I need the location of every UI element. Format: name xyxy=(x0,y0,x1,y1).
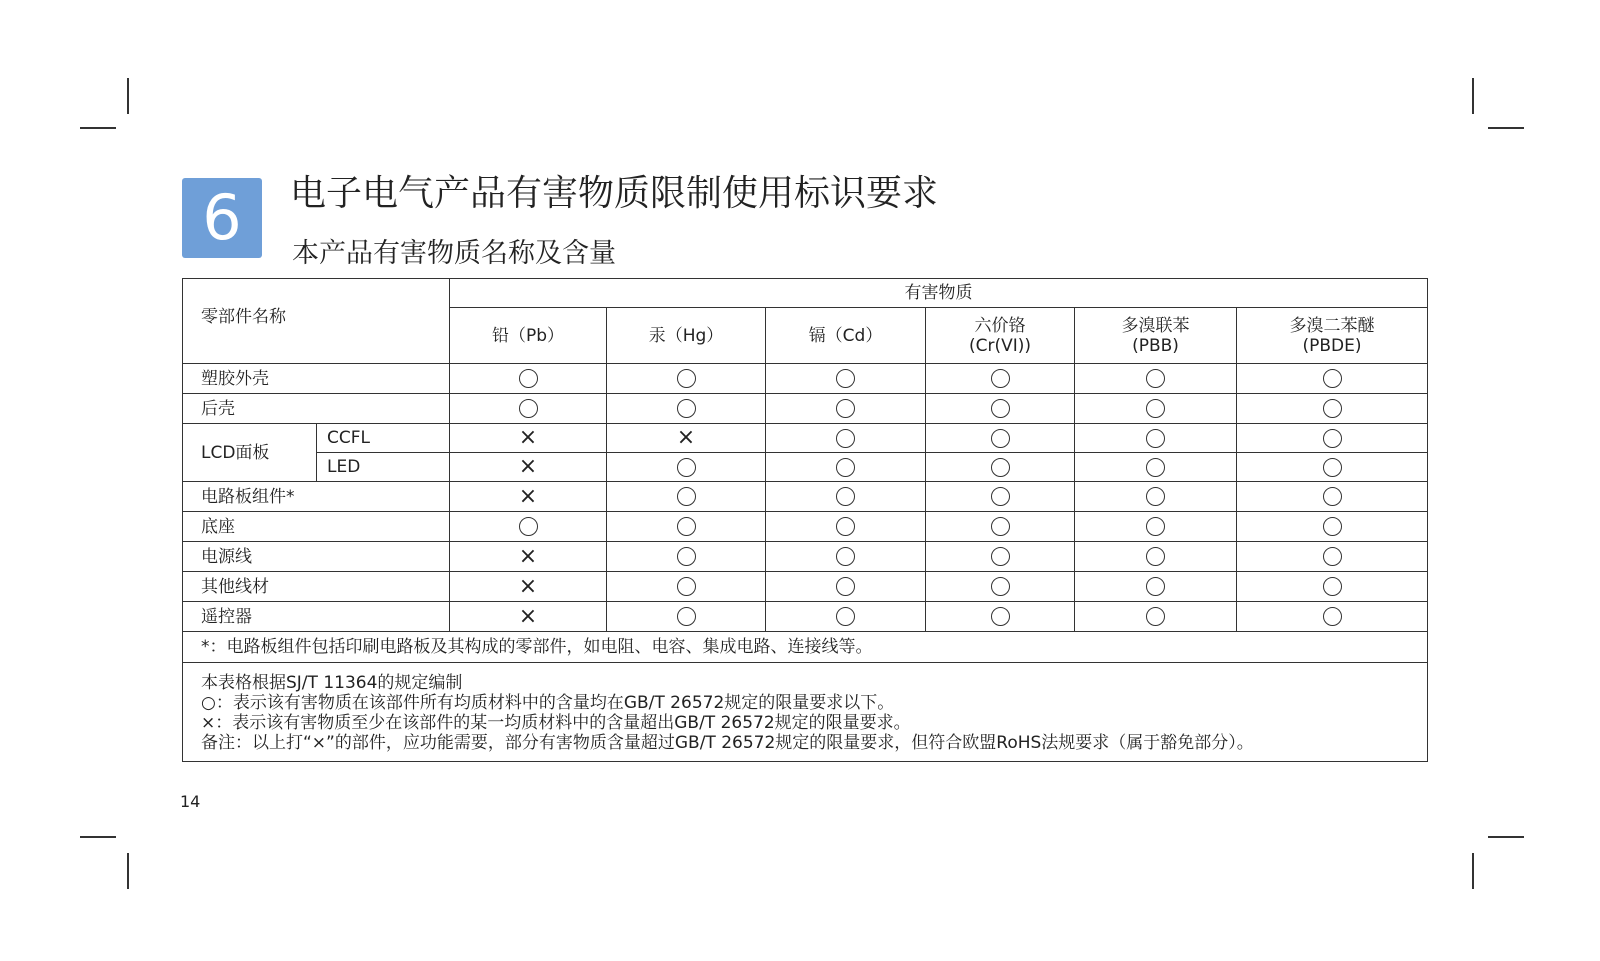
circle-mark-icon xyxy=(991,547,1010,566)
substance-mark-cell xyxy=(1237,364,1428,394)
circle-mark-icon xyxy=(677,607,696,626)
substance-mark-cell xyxy=(1075,394,1237,424)
crop-mark xyxy=(1488,836,1524,838)
table-row xyxy=(183,364,1428,394)
substance-mark-cell xyxy=(607,572,766,602)
table-row xyxy=(183,453,1428,482)
substance-mark-cell xyxy=(1237,512,1428,542)
substance-mark-cell xyxy=(766,453,926,482)
table-row xyxy=(183,572,1428,602)
circle-mark-icon xyxy=(1323,399,1342,418)
part-name: 塑胶外壳 xyxy=(183,364,450,394)
substance-mark-cell xyxy=(1237,602,1428,632)
substance-mark-cell xyxy=(766,572,926,602)
crop-mark xyxy=(80,836,116,838)
circle-mark-icon xyxy=(1323,369,1342,388)
circle-mark-icon xyxy=(1323,487,1342,506)
cross-mark-icon: × xyxy=(518,454,538,479)
circle-mark-icon xyxy=(991,517,1010,536)
hazardous-substance-table xyxy=(182,278,1428,762)
circle-mark-icon xyxy=(991,577,1010,596)
substance-mark-cell xyxy=(766,394,926,424)
substance-symbol: (PBDE) xyxy=(1302,335,1362,356)
substance-mark-cell xyxy=(926,364,1075,394)
substance-mark-cell xyxy=(1237,542,1428,572)
page-number: 14 xyxy=(180,792,201,811)
substance-mark-cell xyxy=(926,424,1075,453)
crop-mark xyxy=(1472,853,1474,889)
substance-name: 多溴联苯 xyxy=(1121,315,1190,336)
substance-name: 多溴二苯醚 xyxy=(1289,315,1375,336)
page-title: 电子电气产品有害物质限制使用标识要求 xyxy=(290,173,939,214)
crop-mark xyxy=(1472,78,1474,114)
crop-mark xyxy=(127,853,129,889)
circle-mark-icon xyxy=(991,487,1010,506)
circle-mark-icon xyxy=(677,399,696,418)
substance-mark-cell xyxy=(926,453,1075,482)
circle-mark-icon xyxy=(677,577,696,596)
footer-line: ×：表示该有害物质至少在该部件的某一均质材料中的含量超出GB/T 26572规定的限量要求。 xyxy=(201,713,911,733)
substance-mark-cell xyxy=(926,572,1075,602)
substance-mark-cell xyxy=(607,602,766,632)
part-name: LCD面板 xyxy=(183,424,317,482)
circle-mark-icon xyxy=(519,399,538,418)
table-row xyxy=(183,424,1428,453)
circle-mark-icon xyxy=(1323,429,1342,448)
substance-mark-cell xyxy=(926,542,1075,572)
circle-mark-icon xyxy=(677,369,696,388)
circle-mark-icon xyxy=(836,547,855,566)
substance-mark-cell xyxy=(926,602,1075,632)
circle-mark-icon xyxy=(1146,458,1165,477)
circle-mark-icon xyxy=(1323,517,1342,536)
table-row xyxy=(183,512,1428,542)
substance-mark-cell xyxy=(1237,482,1428,512)
substance-mark-cell xyxy=(607,364,766,394)
substance-mark-cell xyxy=(766,424,926,453)
circle-mark-icon xyxy=(1146,577,1165,596)
cross-mark-icon: × xyxy=(518,543,538,569)
substance-mark-cell xyxy=(766,602,926,632)
substance-mark-cell xyxy=(1237,572,1428,602)
circle-mark-icon xyxy=(991,369,1010,388)
substance-name: 镉（Cd） xyxy=(808,325,883,346)
substance-mark-cell xyxy=(1075,453,1237,482)
substance-mark-cell xyxy=(607,542,766,572)
crop-mark xyxy=(127,78,129,114)
substance-mark-cell xyxy=(450,512,607,542)
circle-mark-icon xyxy=(1323,577,1342,596)
circle-mark-icon xyxy=(991,607,1010,626)
circle-mark-icon xyxy=(991,429,1010,448)
circle-mark-icon xyxy=(991,399,1010,418)
substance-mark-cell xyxy=(607,512,766,542)
circle-mark-icon xyxy=(1146,547,1165,566)
circle-mark-icon xyxy=(1323,547,1342,566)
substance-mark-cell xyxy=(607,453,766,482)
substance-header xyxy=(607,308,766,364)
substance-mark-cell xyxy=(766,364,926,394)
circle-mark-icon xyxy=(1146,607,1165,626)
substance-symbol: (PBB) xyxy=(1132,335,1179,356)
substance-header xyxy=(1237,308,1428,364)
table-title: 本产品有害物质名称及含量 xyxy=(292,238,616,269)
part-name: 后壳 xyxy=(183,394,450,424)
crop-mark xyxy=(1488,127,1524,129)
substance-mark-cell xyxy=(1075,364,1237,394)
circle-mark-icon xyxy=(1146,369,1165,388)
substance-mark-cell xyxy=(926,482,1075,512)
footer-line: 备注：以上打“×”的部件，应功能需要，部分有害物质含量超过GB/T 26572规定的限量要求，但符合欧盟RoHS法规要求（属于豁免部分）。 xyxy=(201,733,1254,753)
circle-mark-icon xyxy=(677,487,696,506)
substance-header xyxy=(766,308,926,364)
section-number-badge: 6 xyxy=(182,178,262,258)
part-name: 电源线 xyxy=(183,542,450,572)
circle-mark-icon xyxy=(677,458,696,477)
substance-mark-cell xyxy=(450,482,607,512)
part-name: 电路板组件* xyxy=(183,482,450,512)
substance-name: 铅（Pb） xyxy=(491,325,565,346)
substance-mark-cell xyxy=(607,394,766,424)
substance-mark-cell xyxy=(1237,453,1428,482)
substance-mark-cell xyxy=(607,482,766,512)
substance-mark-cell xyxy=(450,424,607,453)
table-footer xyxy=(183,663,1428,762)
part-name-header: 零部件名称 xyxy=(183,279,450,364)
substance-symbol: (Cr(VI)) xyxy=(968,335,1032,356)
circle-mark-icon xyxy=(836,399,855,418)
sub-part-name: LED xyxy=(317,453,450,482)
cross-mark-icon: × xyxy=(518,483,538,509)
circle-mark-icon xyxy=(836,487,855,506)
substance-mark-cell xyxy=(926,394,1075,424)
table-row xyxy=(183,394,1428,424)
part-name: 底座 xyxy=(183,512,450,542)
circle-mark-icon xyxy=(836,369,855,388)
substance-name: 六价铬 xyxy=(974,315,1026,336)
cross-mark-icon: × xyxy=(518,603,538,629)
substance-mark-cell xyxy=(1075,512,1237,542)
substance-header xyxy=(926,308,1075,364)
substance-mark-cell xyxy=(926,512,1075,542)
part-name: 其他线材 xyxy=(183,572,450,602)
circle-mark-icon xyxy=(1323,607,1342,626)
substance-mark-cell xyxy=(1075,602,1237,632)
table-note: *：电路板组件包括印刷电路板及其构成的零部件，如电阻、电容、集成电路、连接线等。 xyxy=(183,632,1428,663)
substance-mark-cell xyxy=(450,453,607,482)
crop-mark xyxy=(80,127,116,129)
substance-mark-cell xyxy=(1075,542,1237,572)
sub-part-name: CCFL xyxy=(317,424,450,453)
cross-mark-icon: × xyxy=(518,573,538,599)
circle-mark-icon xyxy=(519,369,538,388)
substance-mark-cell xyxy=(766,542,926,572)
substance-mark-cell xyxy=(1075,572,1237,602)
substance-name: 汞（Hg） xyxy=(648,325,724,346)
footer-line: 本表格根据SJ/T 11364的规定编制 xyxy=(201,673,463,693)
cross-mark-icon: × xyxy=(676,425,696,450)
circle-mark-icon xyxy=(1146,487,1165,506)
circle-mark-icon xyxy=(519,517,538,536)
substance-header xyxy=(1075,308,1237,364)
part-name: 遥控器 xyxy=(183,602,450,632)
substance-mark-cell xyxy=(450,364,607,394)
circle-mark-icon xyxy=(1146,399,1165,418)
circle-mark-icon xyxy=(1146,517,1165,536)
substance-mark-cell xyxy=(450,394,607,424)
substance-mark-cell xyxy=(1237,394,1428,424)
substance-mark-cell xyxy=(1075,482,1237,512)
circle-mark-icon xyxy=(836,458,855,477)
substance-mark-cell xyxy=(1075,424,1237,453)
substance-header xyxy=(450,308,607,364)
circle-mark-icon xyxy=(677,517,696,536)
substance-mark-cell xyxy=(450,602,607,632)
substance-mark-cell xyxy=(766,512,926,542)
hazardous-substance-group-header: 有害物质 xyxy=(450,279,1428,308)
circle-mark-icon xyxy=(836,577,855,596)
footer-line: ○：表示该有害物质在该部件所有均质材料中的含量均在GB/T 26572规定的限量要求以下。 xyxy=(201,693,895,713)
table-row xyxy=(183,482,1428,512)
substance-mark-cell xyxy=(450,542,607,572)
circle-mark-icon xyxy=(836,517,855,536)
substance-mark-cell xyxy=(450,572,607,602)
substance-mark-cell xyxy=(607,424,766,453)
circle-mark-icon xyxy=(1323,458,1342,477)
circle-mark-icon xyxy=(677,547,696,566)
circle-mark-icon xyxy=(836,429,855,448)
table-row xyxy=(183,602,1428,632)
circle-mark-icon xyxy=(1146,429,1165,448)
circle-mark-icon xyxy=(836,607,855,626)
substance-mark-cell xyxy=(766,482,926,512)
substance-mark-cell xyxy=(1237,424,1428,453)
cross-mark-icon: × xyxy=(518,425,538,450)
table-row xyxy=(183,542,1428,572)
circle-mark-icon xyxy=(991,458,1010,477)
